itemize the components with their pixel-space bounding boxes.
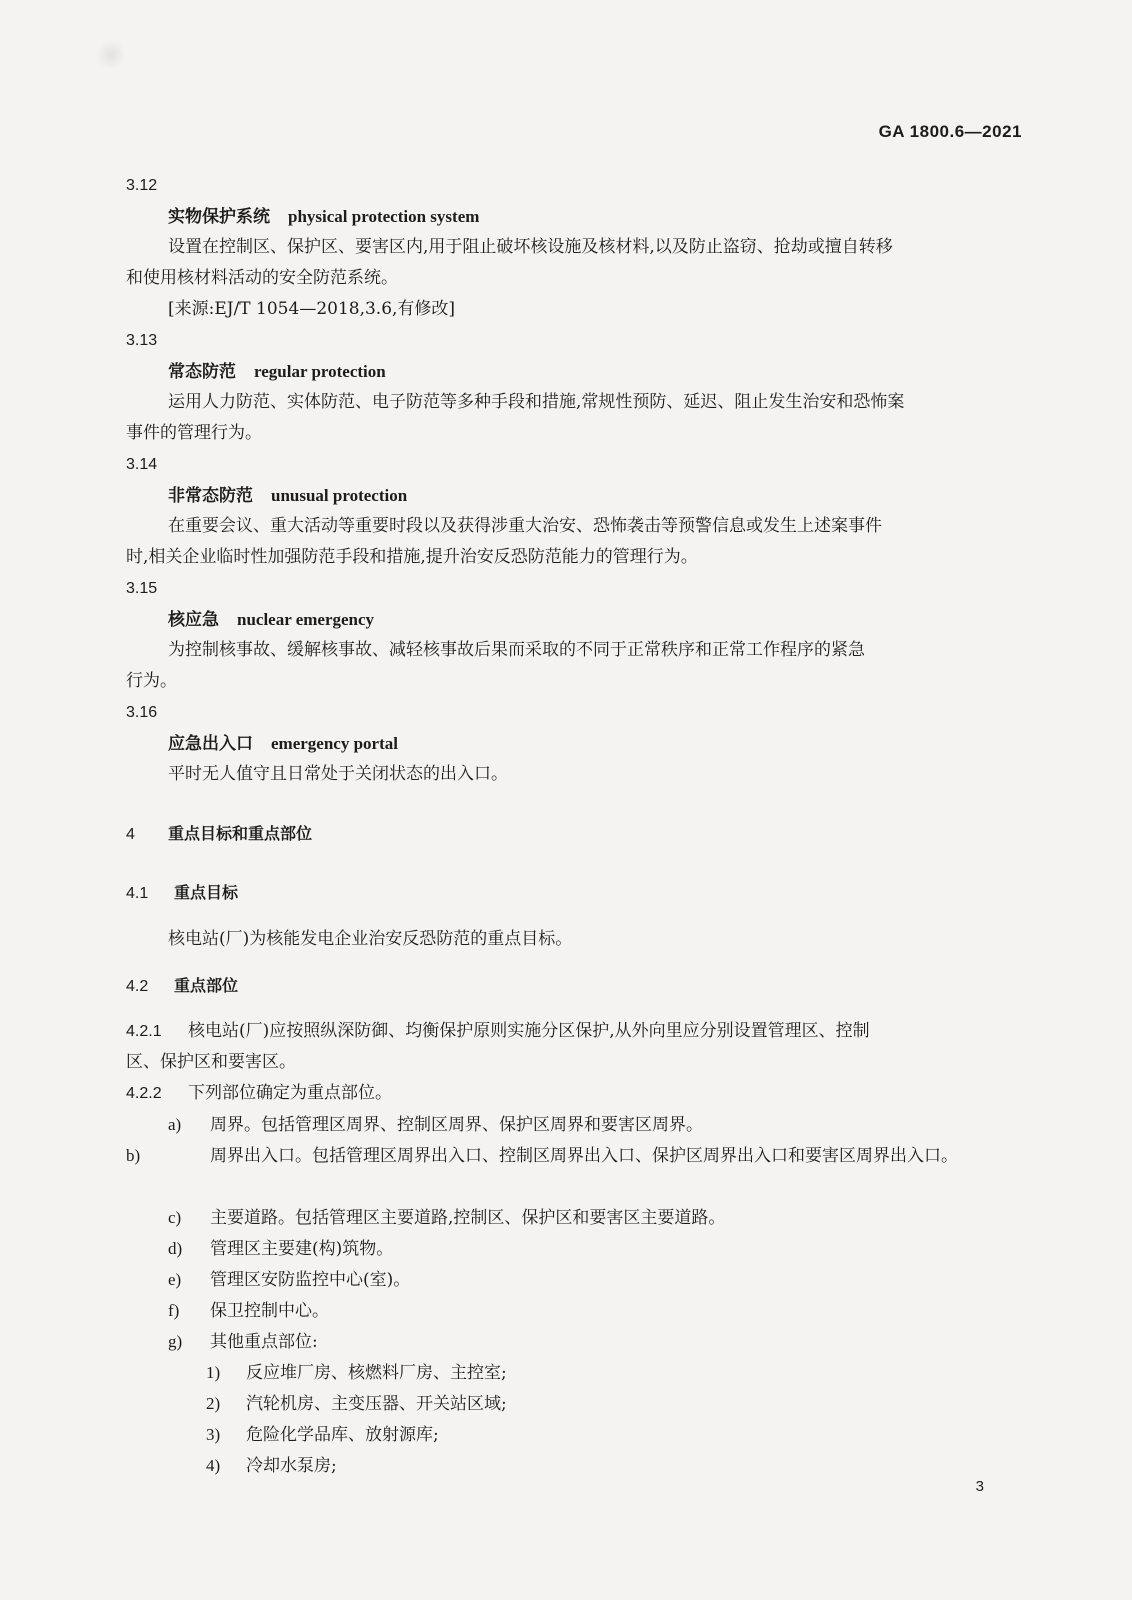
clause — [126, 1078, 392, 1109]
term-zh: 应急出入口 — [168, 734, 253, 754]
term-zh: 非常态防范 — [168, 486, 253, 506]
subsection-heading — [126, 970, 238, 1002]
term-number: 3.14 — [126, 456, 158, 473]
term-zh: 实物保护系统 — [168, 207, 270, 227]
term-heading — [168, 728, 398, 760]
list-item-label: g) — [168, 1332, 183, 1351]
term-number: 3.15 — [126, 580, 158, 597]
list-item-label: f) — [168, 1301, 180, 1320]
sub-list-item-text: 汽轮机房、主变压器、开关站区域; — [246, 1394, 507, 1414]
page-number: 3 — [975, 1478, 984, 1495]
list-item-text: 周界出入口。包括管理区周界出入口、控制区周界出入口、保护区周界出入口和要害区周界出入口。 — [210, 1146, 958, 1166]
clause-number: 4.2.1 — [126, 1023, 162, 1040]
list-item-text: 管理区安防监控中心(室)。 — [210, 1270, 411, 1290]
list-item-text: 保卫控制中心。 — [210, 1301, 329, 1321]
term-definition: 运用人力防范、实体防范、电子防范等多种手段和措施,常规性预防、延迟、阻止发生治安和恐怖案 — [168, 392, 905, 412]
list-item-label: b) — [126, 1146, 141, 1165]
list-item-text: 主要道路。包括管理区主要道路,控制区、保护区和要害区主要道路。 — [210, 1208, 726, 1228]
term-definition-cont: 时,相关企业临时性加强防范手段和措施,提升治安反恐防范能力的管理行为。 — [126, 547, 698, 567]
term-heading — [168, 480, 407, 512]
list-item-text: 周界。包括管理区周界、控制区周界、保护区周界和要害区周界。 — [210, 1115, 703, 1135]
term-heading — [168, 356, 386, 388]
list-item — [168, 1264, 1014, 1296]
list-item — [168, 1109, 1014, 1141]
term-en: nuclear emergency — [237, 610, 375, 629]
sub-list-item — [206, 1388, 507, 1420]
term-definition-cont: 行为。 — [126, 671, 177, 691]
sub-list-item-label: 1) — [206, 1363, 221, 1382]
term-definition: 在重要会议、重大活动等重要时段以及获得涉重大治安、恐怖袭击等预警信息或发生上述案事件 — [168, 516, 882, 536]
clause-number: 4.2.2 — [126, 1085, 162, 1102]
section-number: 4 — [126, 826, 135, 843]
term-definition: 为控制核事故、缓解核事故、减轻核事故后果而采取的不同于正常秩序和正常工作程序的紧急 — [168, 640, 865, 660]
sub-list-item-label: 4) — [206, 1456, 221, 1475]
sub-list-item-text: 冷却水泵房; — [246, 1456, 337, 1476]
term-en: physical protection system — [288, 207, 480, 226]
subsection-number: 4.1 — [126, 885, 149, 902]
term-source: [来源:EJ/T 1054—2018,3.6,有修改] — [168, 299, 456, 319]
clause-text-cont: 区、保护区和要害区。 — [126, 1052, 296, 1072]
sub-list-item — [206, 1357, 507, 1389]
term-definition-cont: 和使用核材料活动的安全防范系统。 — [126, 268, 398, 288]
clause-text: 下列部位确定为重点部位。 — [188, 1083, 392, 1103]
list-item-label: a) — [168, 1115, 182, 1134]
list-item — [168, 1202, 1014, 1234]
list-item-label: d) — [168, 1239, 183, 1258]
clause-text: 核电站(厂)应按照纵深防御、均衡保护原则实施分区保护,从外向里应分别设置管理区、控制 — [188, 1021, 870, 1041]
term-definition-cont: 事件的管理行为。 — [126, 423, 262, 443]
list-item — [168, 1326, 1014, 1358]
sub-list-item — [206, 1419, 439, 1451]
subsection-title: 重点部位 — [174, 976, 239, 995]
list-item-text: 其他重点部位: — [210, 1332, 318, 1352]
list-item-label: c) — [168, 1208, 182, 1227]
term-number: 3.12 — [126, 177, 158, 194]
subsection-text: 核电站(厂)为核能发电企业治安反恐防范的重点目标。 — [168, 929, 573, 949]
list-item — [168, 1233, 1014, 1265]
term-number: 3.13 — [126, 332, 158, 349]
scan-blemish — [96, 40, 126, 70]
list-item-label: e) — [168, 1270, 182, 1289]
term-en: emergency portal — [271, 734, 398, 753]
sub-list-item-text: 危险化学品库、放射源库; — [246, 1425, 439, 1445]
sub-list-item — [206, 1450, 337, 1482]
subsection-heading — [126, 877, 238, 909]
term-heading — [168, 201, 479, 233]
subsection-title: 重点目标 — [174, 883, 239, 902]
standard-code: GA 1800.6—2021 — [878, 122, 1022, 141]
term-heading — [168, 604, 374, 636]
subsection-number: 4.2 — [126, 978, 149, 995]
term-zh: 核应急 — [168, 610, 219, 630]
term-zh: 常态防范 — [168, 362, 236, 382]
list-item — [168, 1295, 1014, 1327]
section-title: 重点目标和重点部位 — [168, 824, 313, 843]
sub-list-item-label: 3) — [206, 1425, 221, 1444]
section-heading — [126, 818, 312, 850]
sub-list-item-text: 反应堆厂房、核燃料厂房、主控室; — [246, 1363, 507, 1383]
list-item — [126, 1140, 1014, 1172]
sub-list-item-label: 2) — [206, 1394, 221, 1413]
term-definition: 设置在控制区、保护区、要害区内,用于阻止破坏核设施及核材料,以及防止盗窃、抢劫或擅自转移 — [168, 237, 893, 257]
term-number: 3.16 — [126, 704, 158, 721]
list-item-text: 管理区主要建(构)筑物。 — [210, 1239, 394, 1259]
term-en: unusual protection — [271, 486, 408, 505]
term-en: regular protection — [254, 362, 386, 381]
clause — [126, 1016, 1014, 1047]
term-definition: 平时无人值守且日常处于关闭状态的出入口。 — [168, 764, 508, 784]
